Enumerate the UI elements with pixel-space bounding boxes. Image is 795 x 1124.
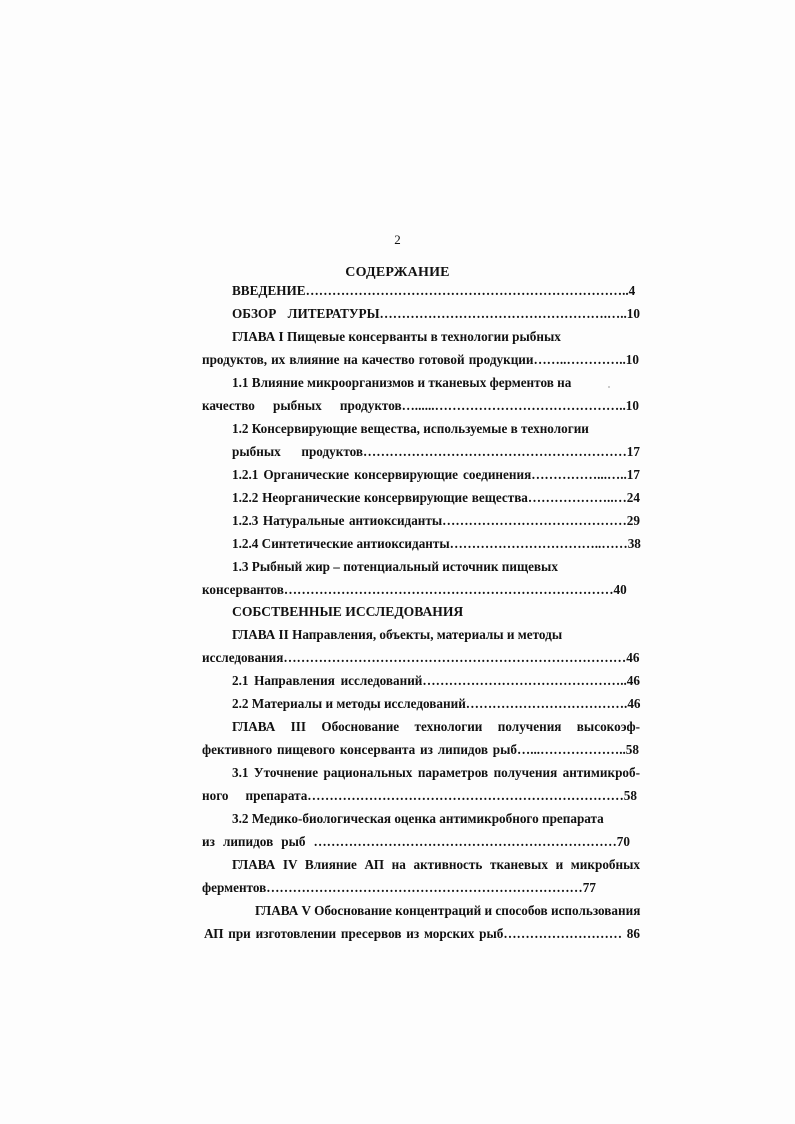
toc-entry: 1.2.1 Органические консервирующие соединения……………...…..17 xyxy=(232,467,640,482)
toc-entry: ГЛАВА V Обоснование концентраций и способов использования xyxy=(255,903,641,918)
toc-entry: 2.2 Материалы и методы исследований……………………………….46 xyxy=(232,696,641,711)
toc-entry: АП при изготовлении пресервов из морских рыб……………………… 86 xyxy=(204,926,640,941)
toc-entry: из липидов рыб ……………………………………………………………70 xyxy=(202,834,630,849)
toc-entry: ВВЕДЕНИЕ………………………………………………………………..4 xyxy=(232,283,636,298)
toc-entry: 1.3 Рыбный жир – потенциальный источник пищевых xyxy=(232,559,558,574)
toc-entry: консервантов…………………………………………………………………40 xyxy=(202,582,627,597)
toc-entry: ного препарата………………………………………………………………58 xyxy=(202,788,637,803)
toc-entry: фективного пищевого консерванта из липидов рыб…...………………..58 xyxy=(202,742,639,757)
toc-entry: ГЛАВА III Обоснование технологии получения высокоэф- xyxy=(232,719,640,734)
toc-entry: 3.2 Медико-биологическая оценка антимикробного препарата xyxy=(232,811,604,826)
toc-entry: ферментов………………………………………………………………77 xyxy=(202,880,596,895)
toc-entry: 1.1 Влияние микроорганизмов и тканевых ферментов на xyxy=(232,375,572,390)
section-heading: СОБСТВЕННЫЕ ИССЛЕДОВАНИЯ xyxy=(232,604,464,619)
toc-entry: ГЛАВА IV Влияние АП на активность тканевых и микробных xyxy=(232,857,640,872)
toc-entry: 3.1 Уточнение рациональных параметров получения антимикроб- xyxy=(232,765,640,780)
toc-entry: 1.2.3 Натуральные антиоксиданты……………………………………29 xyxy=(232,513,640,528)
toc-entry: ГЛАВА II Направления, объекты, материалы и методы xyxy=(232,627,563,642)
toc-entry: продуктов, их влияние на качество готовой продукции……..…………..10 xyxy=(202,352,639,367)
toc-title: СОДЕРЖАНИЕ xyxy=(345,265,450,280)
toc-entry: 1.2 Консервирующие вещества, используемые в технологии xyxy=(232,421,589,436)
toc-entry: 1.2.4 Синтетические антиоксиданты……………………………..……38 xyxy=(232,536,641,551)
toc-entry: ГЛАВА I Пищевые консерванты в технологии рыбных xyxy=(232,329,561,344)
toc-entry: качество рыбных продуктов…......……………………………………..10 xyxy=(202,398,639,413)
toc-entry: ОБЗОР ЛИТЕРАТУРЫ…………………………………………….…..10 xyxy=(232,306,640,321)
toc-entry: 1.2.2 Неорганические консервирующие вещества………………..…24 xyxy=(232,490,640,505)
toc-entry: рыбных продуктов……………………………………………………17 xyxy=(232,444,640,459)
scan-speck xyxy=(608,386,610,388)
toc-entry: исследования……………………………………………………………………46 xyxy=(202,650,640,665)
page-number: 2 xyxy=(394,232,401,247)
toc-entry: 2.1 Направления исследований………………………………………..46 xyxy=(232,673,640,688)
